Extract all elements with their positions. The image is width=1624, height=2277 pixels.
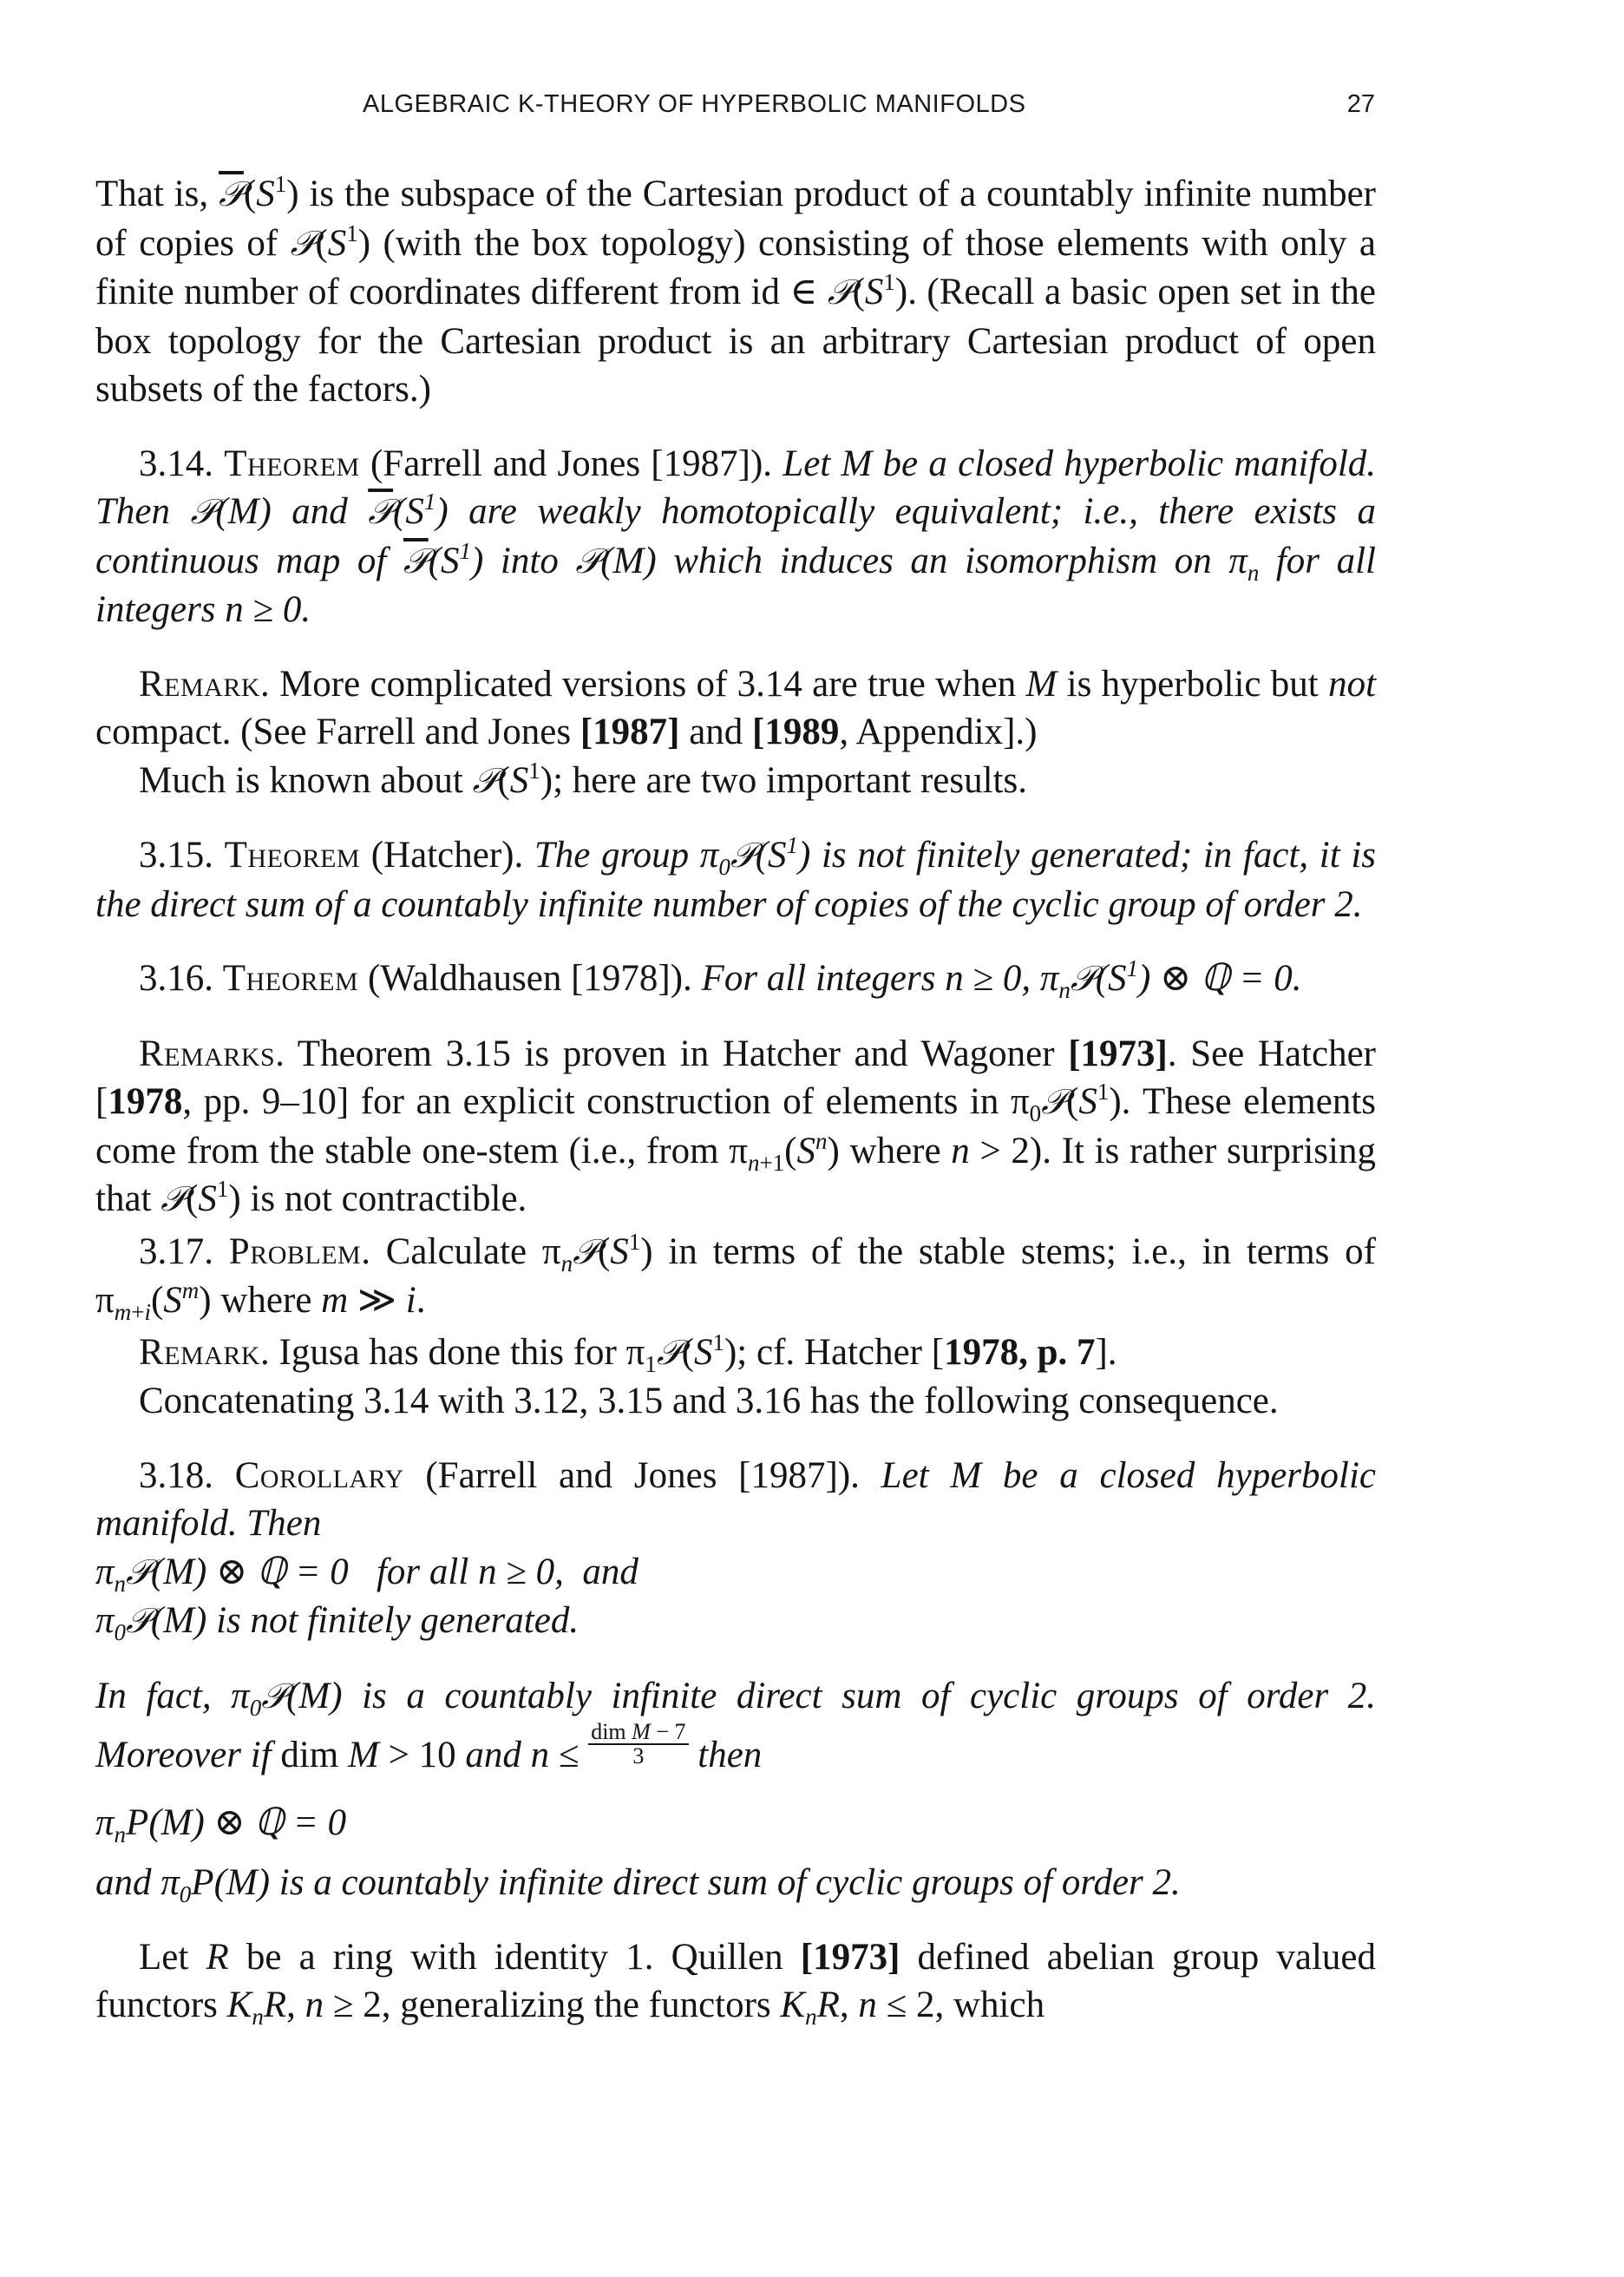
remarks-label: Remarks [139,1033,276,1074]
display-equation-2: $\pi_0𝒫(M)$ is not finitely generated. [95,1600,580,1645]
theorem-3-16: 3.16. Theorem (Waldhausen [1978]). For all integers n ≥ 0, $\pi_n𝒫(S^1)$ ⊗ ℚ = 0. [139,955,1302,1003]
citation: (Waldhausen [1978]). [367,958,692,999]
corollary-conclusion: and $\pi_0P(M)$ is a countably infinite direct sum of cyclic groups of order 2. [95,1862,1181,1907]
display-equation-1: $\pi_n𝒫(M)$ ⊗ ℚ = 0 for all n ≥ 0, and [95,1551,638,1597]
theorem-number: 3.15. [139,835,213,876]
citation: (Farrell and Jones [1987]). [370,443,773,484]
running-title: ALGEBRAIC K-THEORY OF HYPERBOLIC MANIFOLDS [363,90,1026,118]
remark-noncompact: Remark. More complicated versions of 3.14 are true when M is hyperbolic but not compact. (See Farrell and Jones [1987] and [1989, Appendix].) [95,663,1377,752]
theorem-number: 3.14. [139,443,213,484]
corollary-label: Corollary [234,1454,404,1496]
citation: (Hatcher). [370,835,524,876]
theorem-number: 3.16. [139,958,213,999]
theorem-label: Theorem [224,443,360,484]
paragraph-much-known: Much is known about $𝒫(S^1)$; here are two important results. [139,757,1027,801]
page-number: 27 [1346,90,1375,118]
corollary-number: 3.18. [139,1454,213,1496]
paragraph-quillen: Let R be a ring with identity 1. Quillen [1973] defined abelian group valued functors $K_nR$, n ≥ 2, generalizing the functors $K_nR$, n ≤ 2, which [95,1936,1376,2030]
corollary-continued: In fact, $\pi_0𝒫(M)$ is a countably infinite direct sum of cyclic groups of order 2. Moreover if dim M > 10 and n ≤ $\frac{\text{dim M − 7}}{3}$ then [95,1675,1376,1775]
paragraph-box-topology: That is, $𝒫(S^1)$ is the subspace of the Cartesian product of a countably infinite number of copies of $𝒫(S^1)$ (with the box topology) consisting of those elements with only a finite number of coordinates different from id ∈ $𝒫(S^1)$. (Recall a basic open set in the box topology for the Cartesian product is an arbitrary Cartesian product of open subsets of the factors.) [95,171,1377,410]
corollary-3-18: 3.18. Corollary (Farrell and Jones [1987]). Let M be a closed hyperbolic manifold. Then [95,1454,1376,1544]
theorem-3-14: 3.14. Theorem (Farrell and Jones [1987]). Let M be a closed hyperbolic manifold. Then 𝒫(M) and $𝒫(S^1)$ are weakly homotopically equivalent; i.e., there exists a continuous map of $𝒫(S^1)$ into 𝒫(M) which induces an isomorphism on $\pi_n$ for all integers n ≥ 0. [95,443,1377,630]
page-body [95,170,1376,2030]
remark-label: Remark [139,1331,261,1373]
problem-number: 3.17. [139,1230,213,1272]
theorem-3-15: 3.15. Theorem (Hatcher). The group $\pi_0𝒫(S^1)$ is not finitely generated; in fact, it is the direct sum of a countably infinite number of copies of the cyclic group of order 2. [95,832,1377,925]
fraction: $\frac{\text{dim M − 7}}{3}$ [588,1721,688,1768]
citation: (Farrell and Jones [1987]). [425,1454,860,1496]
display-equation-3: $\pi_nP(M)$ ⊗ ℚ = 0 [95,1801,347,1847]
problem-label: Problem [228,1230,362,1272]
remarks-hatcher-wagoner: Remarks. Theorem 3.15 is proven in Hatcher and Wagoner [1973]. See Hatcher [1978, pp. 9–10] for an explicit construction of elements in $\pi_0𝒫(S^1)$. These elements come from the stable one-stem (i.e., from $\pi_{n+1}(S^n)$ where n > 2). It is rather surprising that $𝒫(S^1)$ is not contractible. [95,1033,1377,1219]
remark-igusa: Remark. Igusa has done this for $\pi_1𝒫(S^1)$; cf. Hatcher [1978, p. 7]. [139,1329,1117,1377]
theorem-label: Theorem [224,835,361,876]
problem-3-17: 3.17. Problem. Calculate $\pi_n𝒫(S^1)$ in terms of the stable stems; i.e., in terms of $\pi_{m+i}(S^m)$ where m ≫ i. [95,1228,1376,1325]
remark-label: Remark [139,663,261,705]
theorem-label: Theorem [222,958,359,999]
paragraph-concatenating: Concatenating 3.14 with 3.12, 3.15 and 3.16 has the following consequence. [139,1381,1279,1421]
